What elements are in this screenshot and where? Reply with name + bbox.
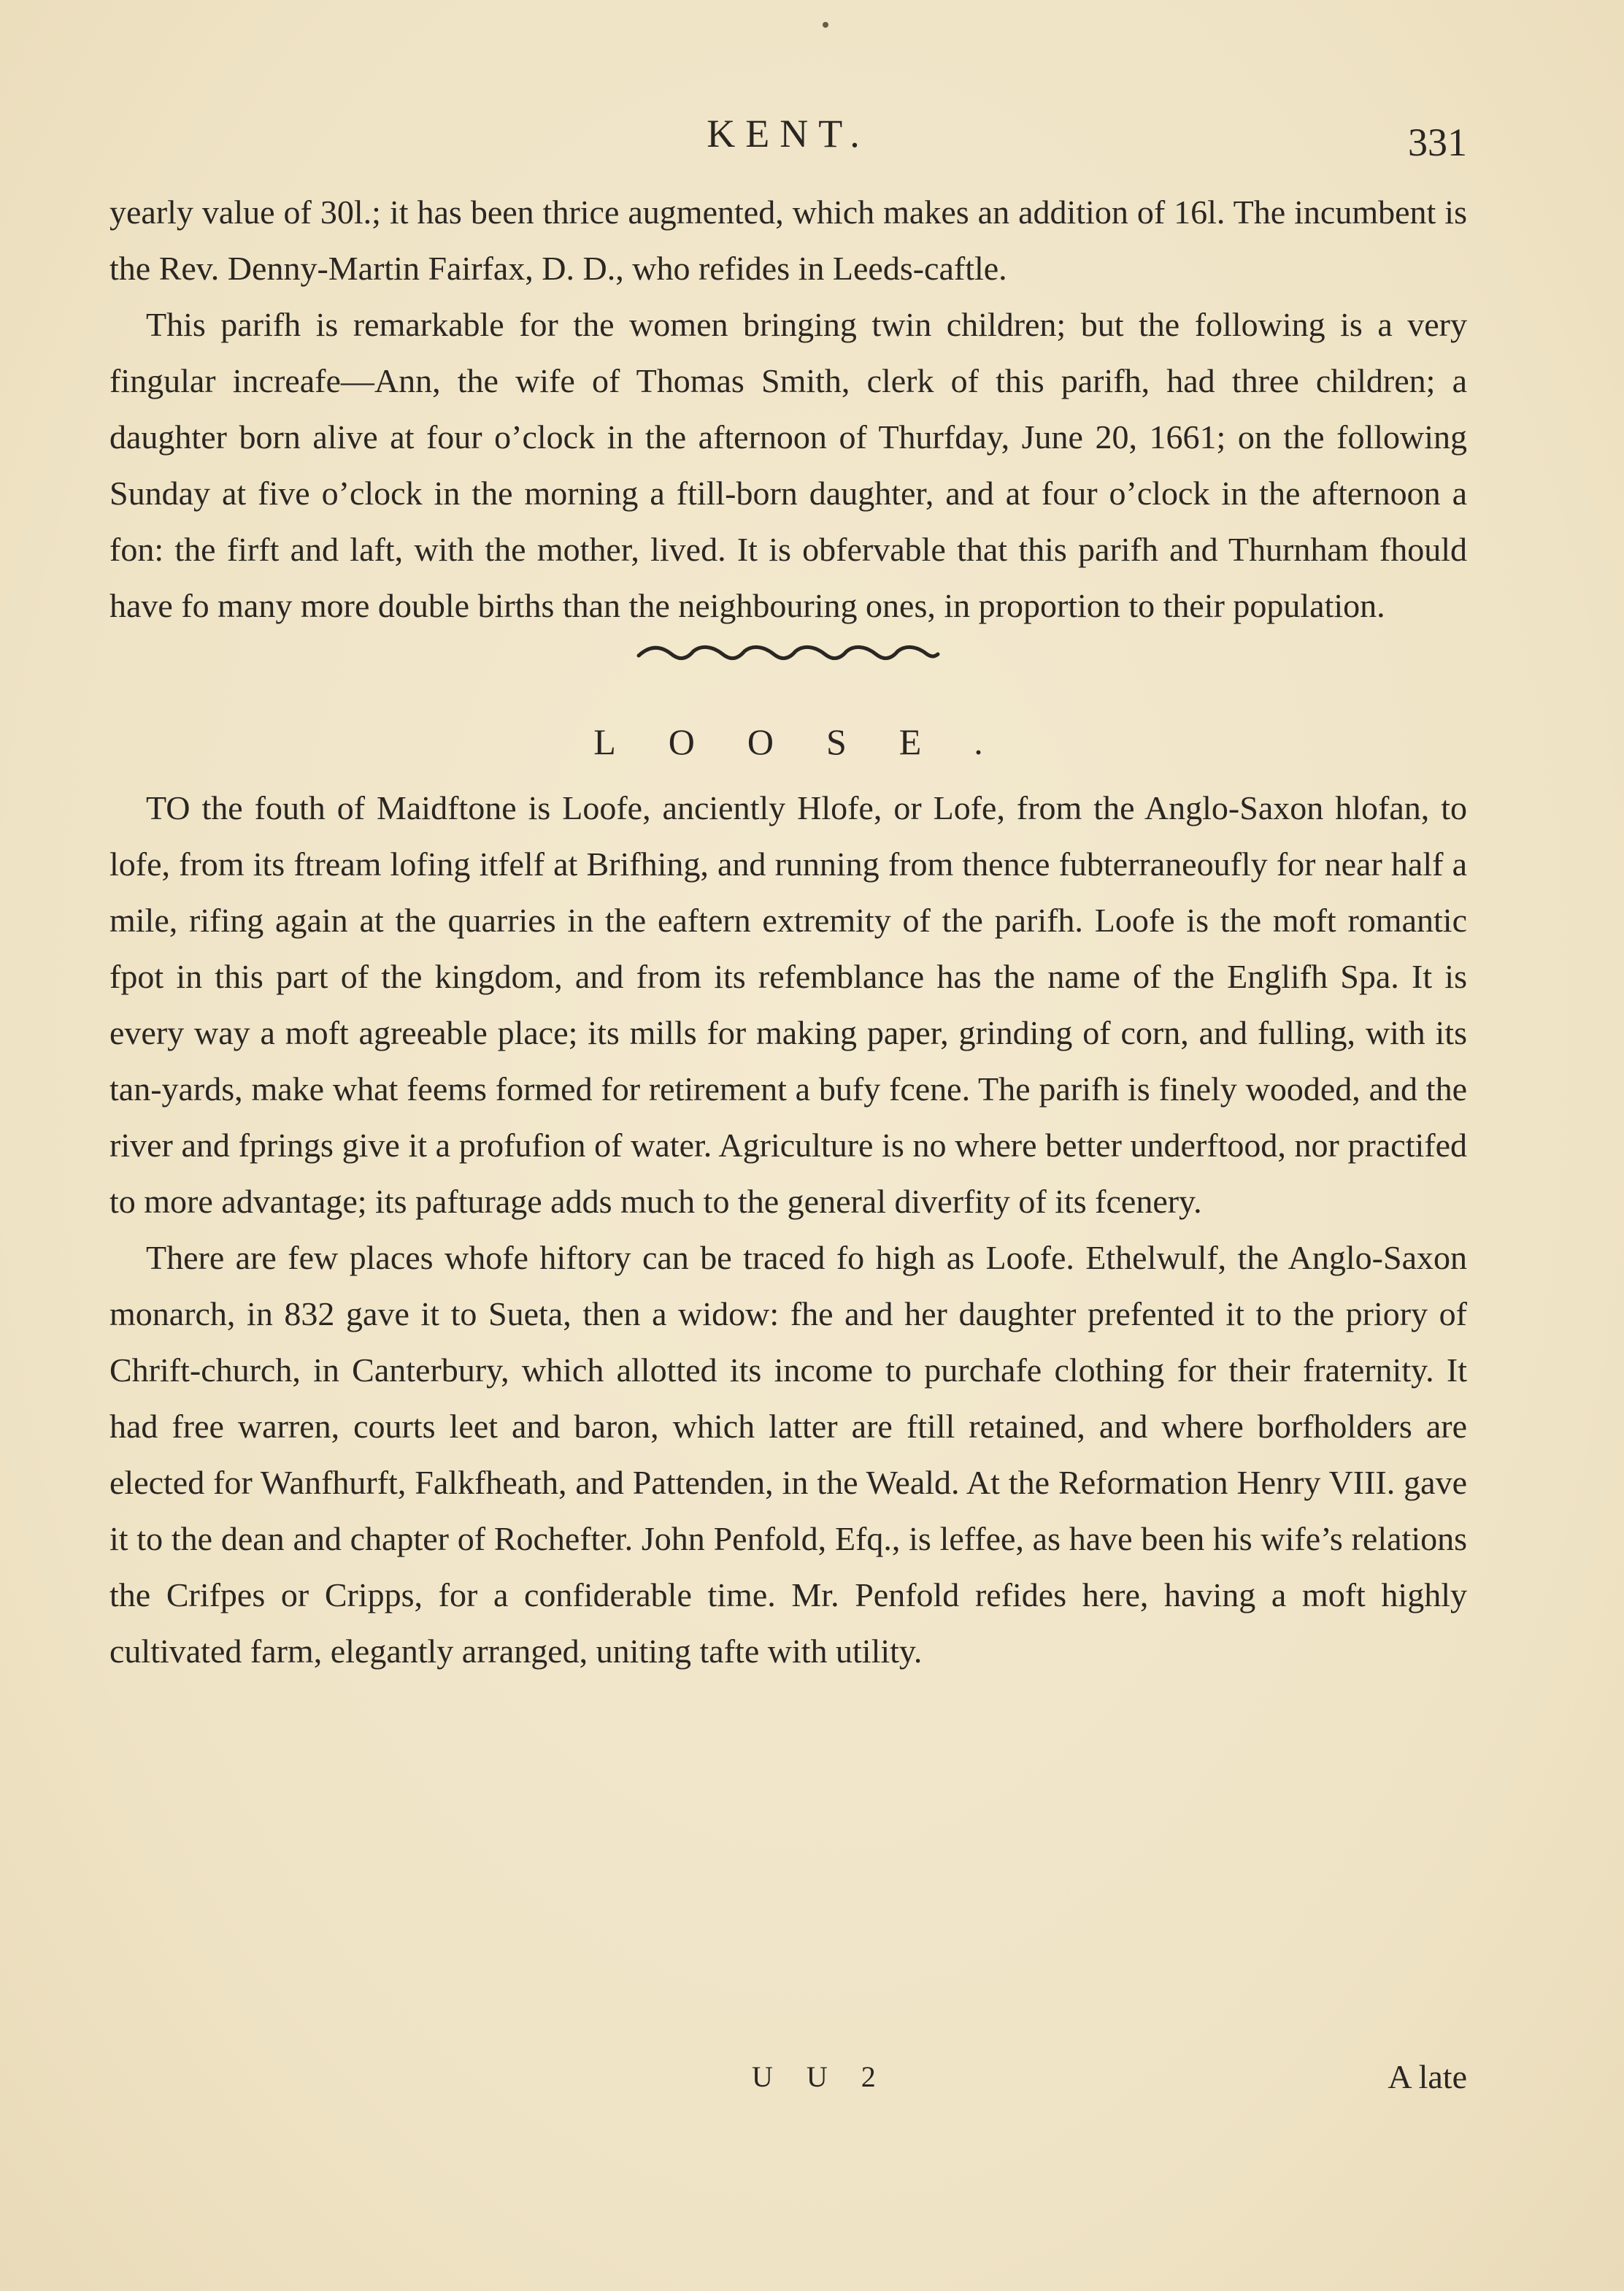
section-title: LOOSE. (593, 721, 1036, 762)
paragraph-loose-history: There are few places whofe hiftory can be traced fo high as Loofe. Ethelwulf, the Anglo-Saxon monarch, in 832 gave it to Sueta, then a widow: fhe and her daughter prefented it to the priory of Chrift-church, in Canterbury, which allotted its income to purchafe clothing for their fraternity. It had free warren, courts leet and baron, which latter are ftill retained, and where borfholders are elected for Wanfhurft, Falkfheath, and Pattenden, in the Weald. At the Reformation Henry VIII. gave it to the dean and chapter of Rochefter. John Penfold, Efq., is leffee, as have been his wife’s relations the Crifpes or Cripps, for a confiderable time. Mr. Penfold refides here, having a moft highly cultivated farm, elegantly arranged, uniting tafte with utility. (109, 1239, 1467, 1670)
running-title: KENT. (707, 112, 870, 156)
paragraph-twins: This parifh is remarkable for the women bringing twin children; but the following is a very fingular increafe—Ann, the wife of Thomas Smith, clerk of this parifh, had three children; a daughter born alive at four o’clock in the afternoon of Thurfday, June 20, 1661; on the following Sunday at five o’clock in the morning a ftill-born daughter, and at four o’clock in the afternoon a fon: the firft and laft, with the mother, lived. It is obfervable that this parifh and Thurnham fhould have fo many more double births than the neighbouring ones, in proportion to their population. (109, 306, 1467, 624)
paragraph-loose-description: TO the fouth of Maidftone is Loofe, anciently Hlofe, or Lofe, from the Anglo-Saxon hlofan, to lofe, from its ftream lofing itfelf at Brifhing, and running from thence fubterraneoufly for near half a mile, rifing again at the quarries in the eaftern extremity of the parifh. Loofe is the moft romantic fpot in this part of the kingdom, and from its refemblance has the name of the Englifh Spa. It is every way a moft agreeable place; its mills for making paper, grinding of corn, and fulling, with its tan-yards, make what feems formed for retirement a bufy fcene. The parifh is finely wooded, and the river and fprings give it a profufion of water. Agriculture is no where better underftood, nor practifed to more advantage; its pafturage adds much to the general diverfity of its fcenery. (109, 789, 1467, 1220)
ornament-divider (109, 642, 1467, 686)
catchword: A late (1388, 2058, 1467, 2095)
paragraph-continued: yearly value of 30l.; it has been thrice augmented, which makes an addition of 16l. The incumbent is the Rev. Denny-Martin Fairfax, D. D., who refides in Leeds-caftle. (109, 193, 1467, 287)
page-footer (109, 2052, 1467, 2103)
ink-speck (823, 22, 828, 28)
body-text (109, 184, 1467, 1679)
flourish-ornament-icon (635, 642, 942, 664)
page-number: 331 (1408, 120, 1467, 164)
signature-mark: U U 2 (752, 2060, 889, 2093)
page-header (109, 108, 1467, 166)
